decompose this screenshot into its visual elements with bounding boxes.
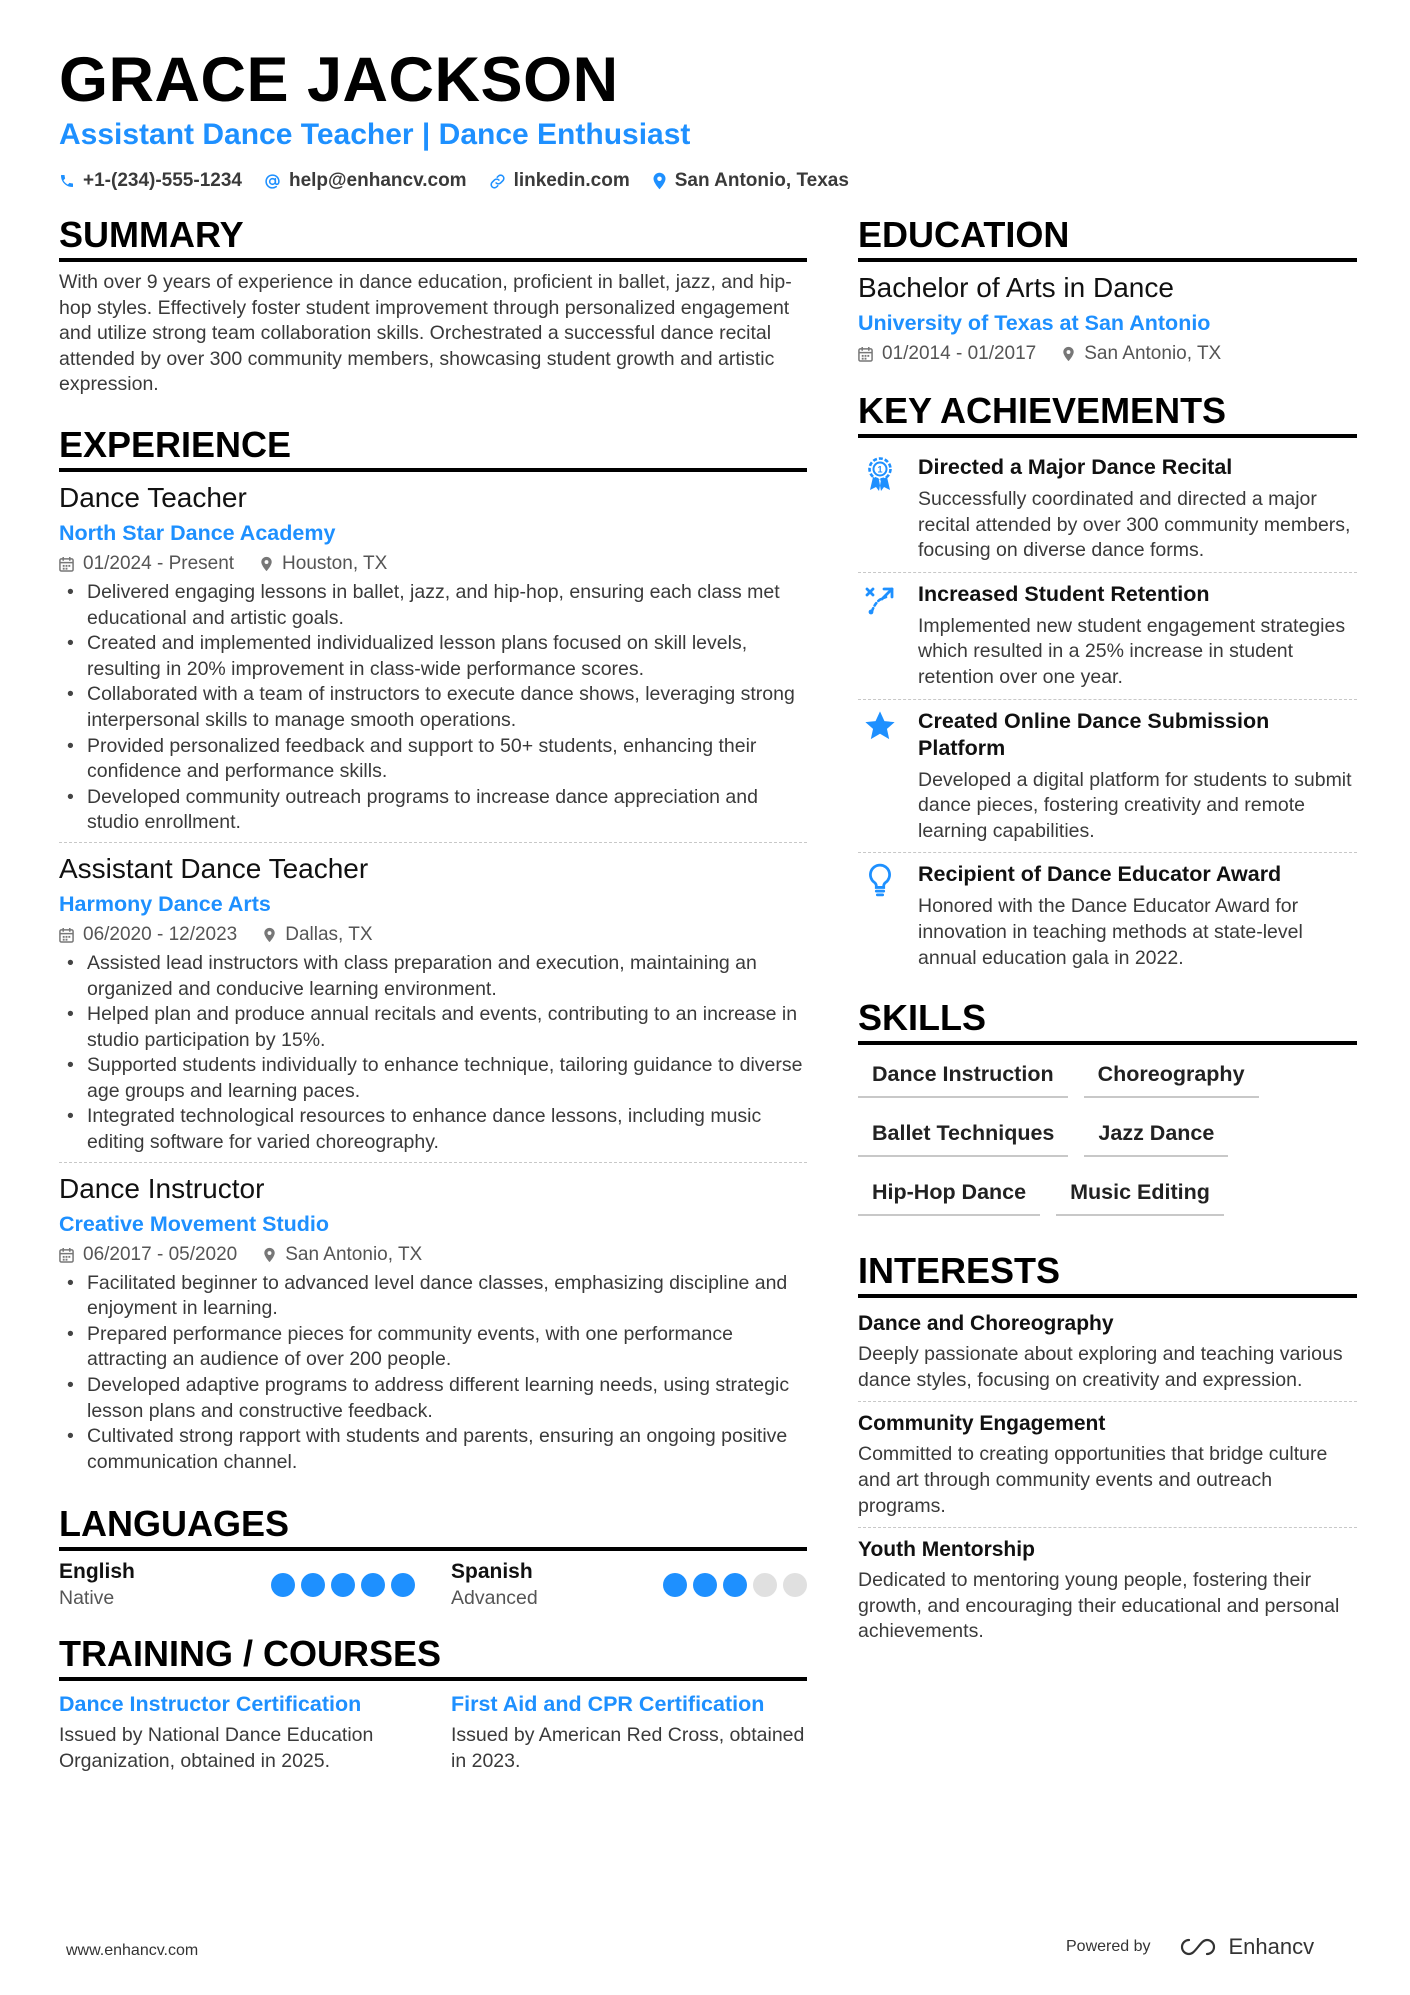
job-bullets xyxy=(59,951,807,1156)
interest-title: Youth Mentorship xyxy=(858,1538,1035,1562)
job-entry xyxy=(59,1162,807,1482)
languages-section xyxy=(59,1503,807,1611)
contact-email-text: help@enhancv.com xyxy=(288,170,467,191)
achievement-title: Increased Student Retention xyxy=(918,581,1210,606)
job-dates-text: 06/2017 - 05/2020 xyxy=(83,1243,238,1265)
experience-section xyxy=(59,424,807,1481)
education-dates xyxy=(858,340,1036,368)
star-icon xyxy=(858,708,902,845)
job-bullet: • Assisted lead instructors with class preparation and execution, maintaining an organized and conducive learning environment. xyxy=(59,951,807,1002)
enhancv-logo-icon xyxy=(1175,1936,1221,1958)
rating-dot-empty xyxy=(783,1573,807,1597)
skills-list xyxy=(858,1053,1357,1216)
skill-tag: Music Editing xyxy=(1056,1171,1224,1216)
link-icon xyxy=(489,173,506,190)
enhancv-logo[interactable] xyxy=(1175,1934,1315,1960)
skills-heading: SKILLS xyxy=(858,997,1357,1045)
contact-linkedin[interactable] xyxy=(489,168,630,194)
location-pin-icon xyxy=(1062,346,1075,362)
footer-website[interactable]: www.enhancv.com xyxy=(66,1942,199,1959)
school-name: University of Texas at San Antonio xyxy=(858,311,1211,335)
job-bullets xyxy=(59,580,807,836)
course-description: Issued by National Dance Education Organization, obtained in 2025. xyxy=(59,1724,374,1772)
candidate-name: GRACE JACKSON xyxy=(59,45,619,115)
location-pin-icon xyxy=(263,927,276,943)
award-ribbon-icon xyxy=(858,454,902,564)
language-rating xyxy=(271,1573,415,1597)
job-location-text: Houston, TX xyxy=(282,552,388,574)
courses-list xyxy=(59,1689,807,1774)
job-location-text: Dallas, TX xyxy=(285,923,373,945)
education-location-text: San Antonio, TX xyxy=(1084,343,1222,364)
job-title: Dance Teacher xyxy=(59,481,247,513)
achievement-title: Directed a Major Dance Recital xyxy=(918,455,1233,479)
rating-dot-filled xyxy=(301,1573,325,1597)
rating-dot-filled xyxy=(331,1573,355,1597)
achievement-description: Implemented new student engagement strategies which resulted in a 25% increase in student retention over one year. xyxy=(918,614,1346,688)
job-bullet: • Cultivated strong rapport with students and parents, ensuring an ongoing positive communication channel. xyxy=(59,1424,807,1475)
contact-phone-text: +1-(234)-555-1234 xyxy=(83,170,242,191)
language-level: Native xyxy=(59,1587,115,1610)
courses-heading: TRAINING / COURSES xyxy=(59,1633,807,1681)
summary-text: With over 9 years of experience in dance education, proficient in ballet, jazz, and hip-hop styles. Effectively foster student improvement through personalized engagement and utilize strong team collaboration skills. Orchestrated a successful dance recital attended by over 300 community members, showcasing student growth and artistic expression. xyxy=(59,271,792,396)
language-item xyxy=(451,1559,807,1611)
contact-location xyxy=(652,168,849,194)
location-pin-icon xyxy=(263,1247,276,1263)
interest-title: Dance and Choreography xyxy=(858,1312,1114,1336)
achievement-item xyxy=(858,446,1357,572)
rating-dot-filled xyxy=(361,1573,385,1597)
course-description: Issued by American Red Cross, obtained in 2023. xyxy=(451,1724,805,1772)
contact-bar xyxy=(59,168,849,194)
job-location xyxy=(263,921,372,949)
achievement-item xyxy=(858,852,1357,979)
language-item xyxy=(59,1559,415,1611)
experience-heading: EXPERIENCE xyxy=(59,424,807,472)
rating-dot-filled xyxy=(693,1573,717,1597)
job-bullet: • Integrated technological resources to enhance dance lessons, including music editing software for varied choreography. xyxy=(59,1104,807,1155)
job-location-text: San Antonio, TX xyxy=(285,1243,423,1265)
location-pin-icon xyxy=(260,556,273,572)
skill-tag: Jazz Dance xyxy=(1084,1112,1228,1157)
education-heading: EDUCATION xyxy=(858,214,1357,262)
contact-phone[interactable] xyxy=(59,168,242,194)
lightbulb-icon xyxy=(858,861,902,971)
job-bullet: • Provided personalized feedback and support to 50+ students, enhancing their confidence and performance skills. xyxy=(59,734,807,785)
contact-email[interactable] xyxy=(264,168,467,194)
degree-title: Bachelor of Arts in Dance xyxy=(858,272,1174,303)
job-entry xyxy=(59,842,807,1162)
job-bullet: • Collaborated with a team of instructors to execute dance shows, leveraging strong interpersonal skills to manage smooth operations. xyxy=(59,682,807,733)
rating-dot-filled xyxy=(723,1573,747,1597)
languages-heading: LANGUAGES xyxy=(59,1503,807,1551)
job-dates-text: 06/2020 - 12/2023 xyxy=(83,923,238,945)
contact-linkedin-text: linkedin.com xyxy=(513,170,630,191)
interest-item xyxy=(858,1527,1357,1653)
phone-icon xyxy=(59,173,75,189)
job-meta xyxy=(59,921,807,949)
summary-section xyxy=(59,214,807,398)
achievements-heading: KEY ACHIEVEMENTS xyxy=(858,390,1357,438)
powered-by-label: Powered by xyxy=(1066,1938,1151,1955)
achievement-description: Developed a digital platform for students to submit dance pieces, fostering creativity and remote learning capabilities. xyxy=(918,768,1352,842)
achievement-item xyxy=(858,572,1357,699)
interests-heading: INTERESTS xyxy=(858,1250,1357,1298)
education-dates-text: 01/2014 - 01/2017 xyxy=(882,343,1037,364)
location-pin-icon xyxy=(652,172,667,190)
skill-tag: Ballet Techniques xyxy=(858,1112,1068,1157)
svg-text:1: 1 xyxy=(877,464,883,475)
calendar-icon xyxy=(59,927,74,943)
languages-list xyxy=(59,1559,807,1611)
strategy-path-icon xyxy=(858,581,902,691)
achievement-item xyxy=(858,699,1357,853)
company-name: North Star Dance Academy xyxy=(59,520,336,545)
job-dates-text: 01/2024 - Present xyxy=(83,552,235,574)
education-location xyxy=(1062,340,1221,368)
job-bullet: • Supported students individually to enhance technique, tailoring guidance to diverse age groups and learning paces. xyxy=(59,1053,807,1104)
job-bullets xyxy=(59,1271,807,1476)
job-bullet: • Helped plan and produce annual recitals and events, contributing to an increase in studio participation by 15%. xyxy=(59,1002,807,1053)
job-meta xyxy=(59,1241,807,1269)
contact-location-text: San Antonio, Texas xyxy=(674,170,849,191)
footer-powered-by xyxy=(1066,1934,1314,1960)
calendar-icon xyxy=(858,346,873,362)
skill-tag: Dance Instruction xyxy=(858,1053,1068,1098)
course-item xyxy=(451,1689,807,1774)
at-icon xyxy=(264,173,281,190)
course-item xyxy=(59,1689,415,1774)
achievements-section xyxy=(858,390,1357,979)
job-location xyxy=(263,1241,422,1269)
calendar-icon xyxy=(59,1247,74,1263)
job-title: Dance Instructor xyxy=(59,1172,265,1204)
brand-name: Enhancv xyxy=(1228,1934,1315,1959)
achievement-title: Created Online Dance Submission Platform xyxy=(918,708,1270,760)
job-bullet: • Prepared performance pieces for community events, with one performance attracting an audience of over 200 people. xyxy=(59,1322,807,1373)
right-column xyxy=(858,214,1357,1653)
left-column xyxy=(59,214,807,1775)
job-meta xyxy=(59,550,807,578)
achievement-title: Recipient of Dance Educator Award xyxy=(918,862,1282,887)
summary-heading: SUMMARY xyxy=(59,214,807,262)
calendar-icon xyxy=(59,556,74,572)
company-name: Creative Movement Studio xyxy=(59,1211,329,1236)
job-entry xyxy=(59,480,807,842)
achievement-description: Successfully coordinated and directed a major recital attended by over 300 community members, focusing on diverse dance forms. xyxy=(918,488,1351,562)
interest-description: Deeply passionate about exploring and teaching various dance styles, focusing on creativity and expression. xyxy=(858,1343,1343,1391)
rating-dot-filled xyxy=(271,1573,295,1597)
course-title: Dance Instructor Certification xyxy=(59,1692,362,1717)
achievement-description: Honored with the Dance Educator Award for innovation in teaching methods at state-level annual education gala in 2022. xyxy=(918,895,1303,969)
job-bullet: • Created and implemented individualized lesson plans focused on skill levels, resulting in 20% improvement in class-wide performance scores. xyxy=(59,631,807,682)
rating-dot-empty xyxy=(753,1573,777,1597)
language-rating xyxy=(663,1573,807,1597)
job-title: Assistant Dance Teacher xyxy=(59,852,369,884)
rating-dot-filled xyxy=(663,1573,687,1597)
skills-section xyxy=(858,997,1357,1216)
job-dates xyxy=(59,921,237,949)
skill-tag: Choreography xyxy=(1084,1053,1259,1098)
job-dates xyxy=(59,1241,237,1269)
job-bullet: • Developed community outreach programs to increase dance appreciation and studio enrollment. xyxy=(59,785,807,836)
skill-tag: Hip-Hop Dance xyxy=(858,1171,1040,1216)
education-meta xyxy=(858,340,1357,368)
language-level: Advanced xyxy=(451,1587,538,1610)
job-bullet: • Delivered engaging lessons in ballet, jazz, and hip-hop, ensuring each class met educational and artistic goals. xyxy=(59,580,807,631)
interest-title: Community Engagement xyxy=(858,1412,1106,1436)
interest-item xyxy=(858,1306,1357,1401)
language-name: English xyxy=(59,1560,135,1584)
job-location xyxy=(260,550,387,578)
rating-dot-filled xyxy=(391,1573,415,1597)
education-section xyxy=(858,214,1357,368)
interest-description: Dedicated to mentoring young people, fostering their growth, and encouraging their educational and personal achievements. xyxy=(858,1569,1340,1643)
course-title: First Aid and CPR Certification xyxy=(451,1692,765,1717)
job-bullet: • Developed adaptive programs to address different learning needs, using strategic lesson plans and constructive feedback. xyxy=(59,1373,807,1424)
interest-description: Committed to creating opportunities that bridge culture and art through community events and outreach programs. xyxy=(858,1443,1328,1517)
job-bullet: • Facilitated beginner to advanced level dance classes, emphasizing discipline and enjoyment in learning. xyxy=(59,1271,807,1322)
language-name: Spanish xyxy=(451,1560,533,1584)
courses-section xyxy=(59,1633,807,1774)
job-dates xyxy=(59,550,234,578)
candidate-headline: Assistant Dance Teacher | Dance Enthusiast xyxy=(59,118,691,151)
interests-section xyxy=(858,1250,1357,1653)
company-name: Harmony Dance Arts xyxy=(59,891,271,916)
interest-item xyxy=(858,1401,1357,1527)
